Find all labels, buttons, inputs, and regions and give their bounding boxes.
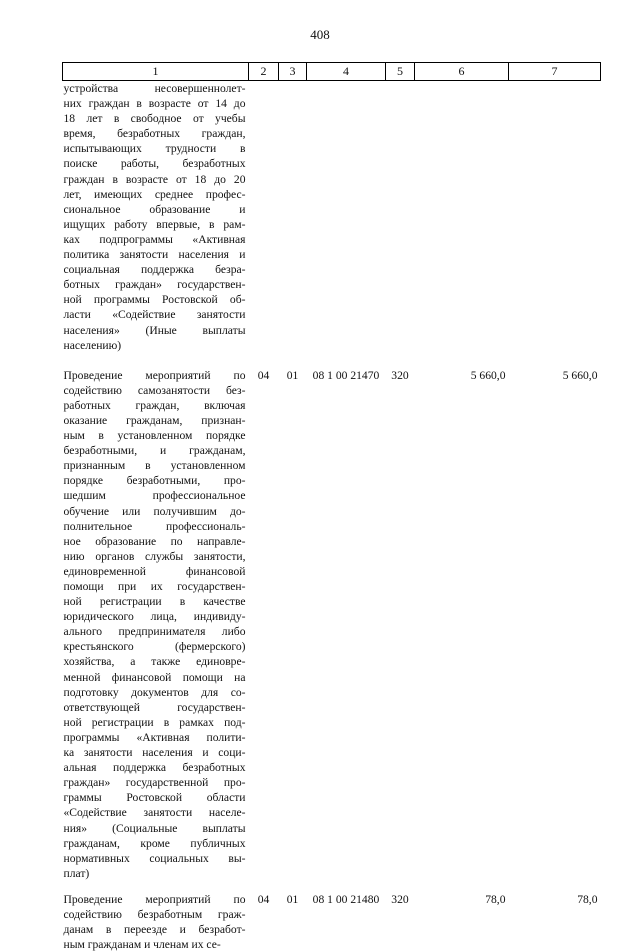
budget-table <box>62 62 601 952</box>
description-line: ное образование по направле- <box>63 534 246 548</box>
row-target-article: 08 1 00 21480 <box>312 892 380 906</box>
header-col-4: 4 <box>307 63 386 81</box>
description-line: граждан» государственной про- <box>63 776 246 790</box>
description-line: испытывающих трудности в <box>63 142 246 156</box>
description-line: устройства несовершеннолет- <box>63 82 246 95</box>
row-amount-1 <box>415 81 509 353</box>
description-line: признанным в установленном <box>63 459 246 473</box>
description-line: населения» (Иные выплаты <box>63 323 246 337</box>
table-header <box>63 63 601 81</box>
row-amount-2: 78,0 <box>577 892 598 906</box>
description-line: поиске работы, безработных <box>63 157 246 171</box>
row-description <box>63 81 249 353</box>
description-line: оказание гражданам, признан- <box>63 413 246 427</box>
description-line: крестьянского (фермерского) <box>63 640 246 654</box>
description-line: «Содействие занятости населе- <box>63 806 246 820</box>
description-line: ласти «Содействие занятости <box>63 308 246 322</box>
row-section: 04 <box>257 892 270 906</box>
row-subsection: 01 <box>286 368 299 382</box>
description-line: содействию безработным граж- <box>63 907 246 921</box>
description-line: обучение или получившим до- <box>63 504 246 518</box>
description-line: плат) <box>63 866 90 880</box>
row-section <box>249 81 279 353</box>
description-line: ках подпрограммы «Активная <box>63 232 246 246</box>
description-line: лет, имеющих среднее профес- <box>63 187 246 201</box>
description-line: сиональное образование и <box>63 202 246 216</box>
header-col-1: 1 <box>63 63 249 81</box>
table-row <box>63 81 601 353</box>
row-expense-type: 320 <box>391 892 409 906</box>
description-line: ной регистрации в качестве <box>63 595 246 609</box>
description-line: альная поддержка безработных <box>63 761 246 775</box>
description-line: ным гражданам и членам их се- <box>63 938 221 952</box>
table-row <box>63 353 601 881</box>
description-line: помощи при их государствен- <box>63 580 246 593</box>
header-col-3: 3 <box>279 63 307 81</box>
row-target-article <box>307 81 386 353</box>
description-line: менной финансовой помощи на <box>63 670 246 684</box>
description-line: содействию самозанятости без- <box>63 383 246 397</box>
table-row <box>63 881 601 952</box>
description-line: Проведение мероприятий по <box>63 892 246 906</box>
header-col-5: 5 <box>386 63 415 81</box>
row-amount-2 <box>509 81 601 353</box>
description-line: единовременной финансовой <box>63 564 246 578</box>
row-expense-type <box>386 81 415 353</box>
page-number: 408 <box>310 27 330 42</box>
description-line: безработными, и гражданам, <box>63 444 246 458</box>
description-line: юридического лица, индивиду- <box>63 610 246 624</box>
description-line: ответствующей государствен- <box>63 700 246 714</box>
header-col-2: 2 <box>249 63 279 81</box>
row-expense-type: 320 <box>391 368 409 382</box>
description-line: ального предпринимателя либо <box>63 625 246 639</box>
description-line: населению) <box>63 338 122 352</box>
description-line: нию органов службы занятости, <box>63 549 246 563</box>
row-description <box>63 353 249 881</box>
description-line: ботных граждан» государствен- <box>63 278 246 292</box>
description-line: социальная поддержка безра- <box>63 263 246 277</box>
header-col-6: 6 <box>415 63 509 81</box>
description-line: граждан в возрасте от 18 до 20 <box>63 172 246 186</box>
description-line: порядке безработными, про- <box>63 474 246 488</box>
description-line: ной программы Ростовской об- <box>63 293 246 307</box>
description-line: 18 лет в свободное от учебы <box>63 112 246 126</box>
header-col-7: 7 <box>509 63 601 81</box>
description-line: ищущих работу впервые, в рам- <box>63 217 246 231</box>
description-line: Проведение мероприятий по <box>63 368 246 382</box>
description-line: данам в переезде и безработ- <box>63 923 246 937</box>
row-amount-1: 5 660,0 <box>470 368 506 382</box>
description-line: ной регистрации в рамках под- <box>63 715 246 729</box>
description-line: нормативных социальных вы- <box>63 851 246 865</box>
description-line: полнительное профессиональ- <box>63 519 246 533</box>
row-subsection <box>279 81 307 353</box>
row-description <box>63 881 249 952</box>
description-line: гражданам, кроме публичных <box>63 836 246 850</box>
row-amount-1: 78,0 <box>485 892 506 906</box>
header-row <box>63 63 601 81</box>
description-line: ным в установленном порядке <box>63 429 246 443</box>
description-line: шедшим профессиональное <box>63 489 246 503</box>
description-line: подготовку документов для со- <box>63 685 246 699</box>
row-subsection: 01 <box>286 892 299 906</box>
description-line: политика занятости населения и <box>63 248 246 262</box>
row-amount-2: 5 660,0 <box>562 368 598 382</box>
row-target-article: 08 1 00 21470 <box>312 368 380 382</box>
description-line: работных граждан, включая <box>63 398 246 412</box>
description-line: них граждан в возрасте от 14 до <box>63 97 246 111</box>
description-line: программы «Активная полити- <box>63 730 246 744</box>
description-line: хозяйства, а также единовре- <box>63 655 246 669</box>
description-line: ния» (Социальные выплаты <box>63 821 246 835</box>
description-line: граммы Ростовской области <box>63 791 246 805</box>
description-line: ка занятости населения и соци- <box>63 746 246 760</box>
row-section: 04 <box>257 368 270 382</box>
description-line: время, безработных граждан, <box>63 127 246 141</box>
